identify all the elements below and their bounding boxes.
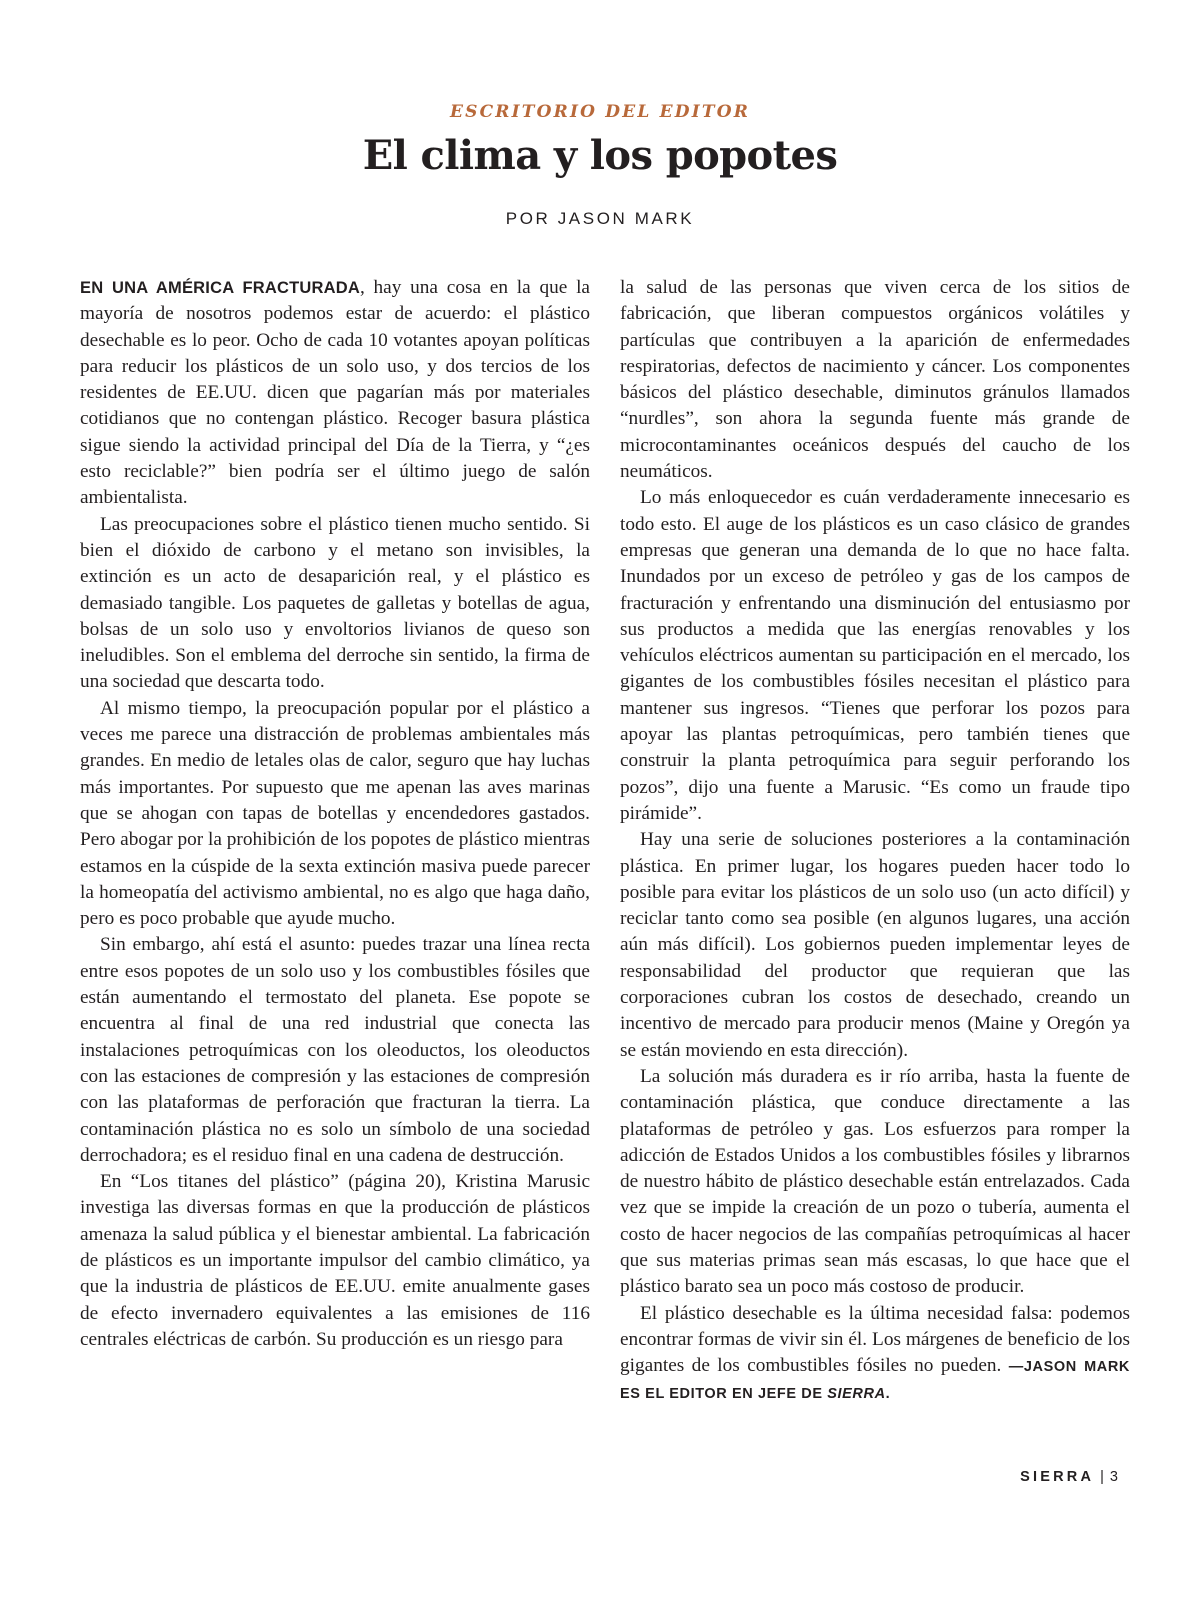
page-footer — [1020, 1469, 1118, 1485]
page-number: 3 — [1109, 1469, 1118, 1485]
section-kicker: ESCRITORIO DEL EDITOR — [449, 102, 751, 122]
paragraph-8: La solución más duradera es ir río arriba, hasta la fuente de contaminación plástica, que conduce directamente a las plataformas de petróleo y gas. Los esfuerzos para romper la adicción de Estados Unidos a los combustibles fósiles y librarnos de nuestro hábito de plástico desechable están entrelazados. Cada vez que se impide la creación de un pozo o tubería, aumenta el costo de hacer negocios de las compañías petroquímicas al hacer que sus materias primas sean más escasas, lo que hace que el plástico barato sea un poco más costoso de producir. — [620, 1065, 1130, 1298]
signoff-period: . — [885, 1386, 891, 1403]
paragraph-4: Sin embargo, ahí está el asunto: puedes trazar una línea recta entre esos popotes de un solo uso y los combustibles fósiles que están aumentando el termostato del planeta. Ese popote se encuentra al final de una red industrial que conecta las instalaciones petroquímicas con los oleoductos, los oleoductos con las estaciones de compresión y las estaciones de compresión con las plataformas de perforación que fracturan la tierra. La contaminación plástica no es solo un símbolo de una sociedad derrochadora; es el residuo final en una cadena de destrucción. — [80, 934, 590, 1166]
signoff-text: —JASON MARK ES EL EDITOR EN JEFE DE — [620, 1359, 1130, 1403]
signoff-publication: SIERRA — [827, 1386, 886, 1403]
paragraph-2: Las preocupaciones sobre el plástico tienen mucho sentido. Si bien el dióxido de carbono y el metano son invisibles, la extinción es un acto de desaparición real, y el plástico es demasiado tangible. Los paquetes de galletas y botellas de agua, bolsas de un solo uso y envoltorios livianos de queso son ineludibles. Son el emblema del derroche sin sentido, la firma de una sociedad que descarta todo. — [80, 513, 590, 693]
paragraph-5-continued: la salud de las personas que viven cerca de los sitios de fabricación, que liberan compuestos orgánicos volátiles y partículas que contribuyen a la aparición de enfermedades respiratorias, defectos de nacimiento y cáncer. Los componentes básicos del plástico desechable, diminutos gránulos llamados “nurdles”, son ahora la segunda fuente más grande de microcontaminantes oceánicos después del caucho de los neumáticos. — [620, 277, 1130, 483]
paragraph-6: Lo más enloquecedor es cuán verdaderamente innecesario es todo esto. El auge de los plásticos es un caso clásico de grandes empresas que generan una demanda de lo que no hace falta. Inundados por un exceso de petróleo y gas de los campos de fracturación y enfrentando una disminución del entusiasmo por sus productos a medida que las energías renovables y los vehículos eléctricos aumentan su participación en el mercado, los gigantes de los combustibles fósiles necesitan el plástico para mantener sus ingresos. “Tienes que perforar los pozos para apoyar las plantas petroquímicas, pero también tienes que construir la planta petroquímica para seguir perforando los pozos”, dijo una fuente a Marusic. “Es como un fraude tipo pirámide”. — [620, 487, 1130, 824]
paragraph-1-text: , hay una cosa en la que la mayoría de nosotros podemos estar de acuerdo: el plástico desechable es lo peor. Ocho de cada 10 votantes apoyan políticas para reducir los plásticos de un solo uso, y dos tercios de los residentes de EE.UU. dicen que pagarían más por materiales cotidianos que no contengan plástico. Recoger basura plástica sigue siendo la actividad principal del Día de la Tierra, y “¿es esto reciclable?” bien podría ser el último juego de salón ambientalista. — [80, 277, 590, 509]
byline: POR JASON MARK — [505, 209, 695, 228]
article-title: El clima y los popotes — [362, 132, 838, 179]
publication-name: SIERRA — [1020, 1469, 1095, 1485]
article-column-right — [620, 275, 1130, 1408]
paragraph-3: Al mismo tiempo, la preocupación popular por el plástico a veces me parece una distracción de problemas ambientales más grandes. En medio de letales olas de calor, seguro que hay luchas más importantes. Por supuesto que me apenan las aves marinas que se ahogan con tapas de botellas y encendedores gastados. Pero abogar por la prohibición de los popotes de plástico mientras estamos en la cúspide de la sexta extinción masiva puede parecer la homeopatía del activismo ambiental, no es algo que haga daño, pero es poco probable que ayude mucho. — [80, 697, 590, 930]
paragraph-9 — [620, 1301, 1130, 1408]
paragraph-7: Hay una serie de soluciones posteriores a la contaminación plástica. En primer lugar, los hogares pueden hacer todo lo posible para evitar los plásticos de un solo uso (un acto difícil) y reciclar tanto como sea posible (en algunos lugares, una acción aún más difícil). Los gobiernos pueden implementar leyes de responsabilidad del productor que requieran que las corporaciones cubran los costos de desechado, creando un incentivo de mercado para producir menos (Maine y Oregón ya se están moviendo en esta dirección). — [620, 829, 1130, 1061]
lead-in: EN UNA AMÉRICA FRACTURADA — [80, 279, 360, 297]
paragraph-1 — [80, 275, 590, 512]
paragraph-9-text: El plástico desechable es la última necesidad falsa: podemos encontrar formas de vivir sin él. Los márgenes de beneficio de los gigantes de los combustibles fósiles no pueden. — [620, 1302, 1130, 1377]
paragraph-5: En “Los titanes del plástico” (página 20), Kristina Marusic investiga las diversas formas en que la producción de plásticos amenaza la salud pública y el bienestar ambiental. La fabricación de plásticos es un importante impulsor del cambio climático, ya que la industria de plásticos de EE.UU. emite anualmente gases de efecto invernadero equivalentes a las emisiones de 116 centrales eléctricas de carbón. Su producción es un riesgo para — [80, 1171, 590, 1350]
article-column-left — [80, 275, 590, 1353]
folio-separator: | — [1100, 1469, 1104, 1485]
